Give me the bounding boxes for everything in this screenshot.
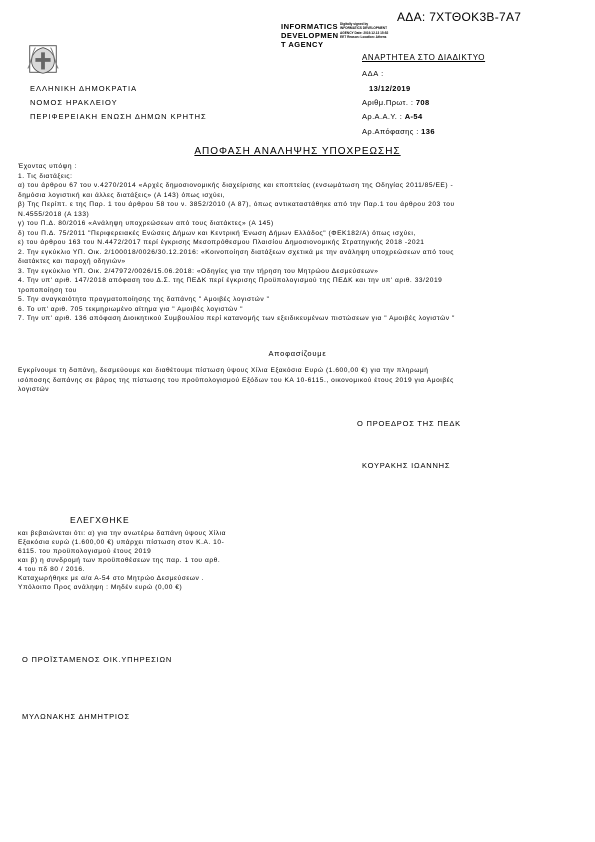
president-title: Ο ΠΡΟΕΔΡΟΣ ΤΗΣ ΠΕΔΚ: [357, 419, 461, 428]
country-line: ΕΛΛΗΝΙΚΗ ΔΗΜΟΚΡΑΤΙΑ: [30, 84, 138, 93]
check-line: 6115. του προϋπολογισμού έτους 2019: [18, 548, 152, 555]
document-date: 13/12/2019: [369, 84, 411, 93]
checked-heading: ΕΛΕΓΧΘΗΚΕ: [70, 515, 130, 525]
check-line: 4 του πδ 80 / 2016.: [18, 566, 85, 573]
consideration-line: δημόσια λογιστική και άλλες διατάξεις» (Α 143) όπως ισχύει,: [18, 191, 226, 199]
consideration-line: ε) του άρθρου 163 του Ν.4472/2017 περί έγκρισης Μεσοπρόθεσμου Πλαισίου Δημοσιονομικής Στρατηγικής 2018 -2021: [18, 239, 425, 246]
aay-label: Αρ.Α.Α.Υ. :: [362, 112, 403, 121]
consideration-line: 5. Την αναγκαιότητα πραγματοποίησης της δαπάνης " Αμοιβές λογιστών ": [18, 296, 270, 303]
consideration-line: Έχοντας υπόψη :: [18, 163, 77, 170]
decision-line: λογιστών: [18, 386, 50, 393]
decide-heading: Αποφασίζουμε: [268, 349, 327, 358]
greek-emblem-icon: [24, 40, 62, 78]
aay-value: Α-54: [404, 112, 423, 121]
union-line: ΠΕΡΙΦΕΡΕΙΑΚΗ ΕΝΩΣΗ ΔΗΜΩΝ ΚΡΗΤΗΣ: [30, 112, 207, 121]
decision-line: Εγκρίνουμε τη δαπάνη, δεσμεύουμε και διαθέτουμε πίστωση ύψους Χίλια Εξακόσια Ευρώ (1.600,00 €) για την πληρωμή: [18, 367, 429, 374]
consideration-line: 1. Τις διατάξεις:: [18, 172, 73, 180]
consideration-line: 4. Την υπ' αριθ. 147/2018 απόφαση του Δ.Σ. της ΠΕΔΚ περί έγκρισης Προϋπολογισμού της ΠΕΔΚ και την υπ' αριθ. 33/2019: [18, 277, 443, 284]
consideration-line: Ν.4555/2018 (Α 133): [18, 210, 90, 218]
prefecture-line: ΝΟΜΟΣ ΗΡΑΚΛΕΙΟΥ: [30, 98, 118, 107]
protocol-number: [362, 98, 430, 107]
agency-signature-label: INFORMATICS DEVELOPMEN T AGENCY: [281, 22, 339, 49]
protocol-label: Αριθμ.Πρωτ. :: [362, 98, 414, 107]
consideration-line: 2. Την εγκύκλιο ΥΠ. Οικ. 2/100018/0026/30.12.2016: «Κοινοποίηση διατάξεων σχετικά με την ανάληψη υποχρεώσεων από τους: [18, 248, 455, 256]
head-services-name: ΜΥΛΩΝΑΚΗΣ ΔΗΜΗΤΡΙΟΣ: [22, 712, 130, 721]
publish-online-notice: ΑΝΑΡΤΗΤΕΑ ΣΤΟ ΔΙΑΔΙΚΤΥΟ: [362, 53, 486, 62]
decision-value: 136: [421, 127, 435, 136]
decision-line: ισόποσης δαπάνης σε βάρος της πίστωσης του προϋπολογισμού Εξόδων του ΚΑ 10-6115., οικονομικού έτους 2019 για Αμοιβές: [18, 376, 454, 384]
digital-signature-text: Digitally signed by INFORMATICS DEVELOPMENT AGENCY Date: 2019.12.13 15:52 EET Reason: Location: Athens: [340, 22, 389, 39]
consideration-line: γ) του Π.Δ. 80/2016 «Ανάληψη υποχρεώσεων από τους διατάκτες» (Α 145): [18, 220, 274, 227]
check-line: Υπόλοιπο Προς ανάληψη : Μηδέν ευρώ (0,00 €): [18, 584, 183, 591]
check-line: Εξακόσια ευρώ (1.600,00 €) υπάρχει πίστωση στον Κ.Α. 10-: [18, 539, 225, 546]
aay-number: [362, 112, 423, 121]
consideration-line: α) του άρθρου 67 του ν.4270/2014 «Αρχές δημοσιονομικής διαχείρισης και εποπτείας (ενσωμάτωση της Οδηγίας 2011/85/ΕΕ) -: [18, 182, 454, 189]
decision-label: Αρ.Απόφασης :: [362, 127, 419, 136]
consideration-line: τροποποίηση του: [18, 286, 77, 294]
consideration-line: β) Της Περίπτ. ε της Παρ. 1 του άρθρου 58 του ν. 3852/2010 (Α 87), όπως αντικαταστάθηκε από την Παρ.1 του άρθρου 203 του: [18, 201, 455, 208]
ada-code: ΑΔΑ: 7ΧΤΘΟΚ3Β-7Α7: [397, 10, 522, 24]
head-services-title: Ο ΠΡΟΪΣΤΑΜΕΝΟΣ ΟΙΚ.ΥΠΗΡΕΣΙΩΝ: [22, 655, 173, 664]
protocol-value: 708: [415, 98, 430, 107]
consideration-line: 6. Το υπ' αριθ. 705 τεκμηριωμένο αίτημα για " Αμοιβές λογιστών ": [18, 305, 243, 313]
decision-number: [362, 127, 435, 136]
ada-label: ΑΔΑ :: [362, 69, 384, 78]
president-name: ΚΟΥΡΑΚΗΣ ΙΩΑΝΝΗΣ: [362, 461, 451, 470]
consideration-line: διατάκτες και παροχή οδηγιών»: [18, 258, 126, 265]
document-title: ΑΠΟΦΑΣΗ ΑΝΑΛΗΨΗΣ ΥΠΟΧΡΕΩΣΗΣ: [194, 146, 401, 157]
check-line: και β) η συνδρομή των προϋποθέσεων της παρ. 1 του αρθ.: [18, 557, 221, 564]
check-line: Καταχωρήθηκε με α/α Α-54 στο Μητρώο Δεσμεύσεων .: [18, 575, 205, 582]
consideration-line: 3. Την εγκύκλιο ΥΠ. Οικ. 2/47972/0026/15.06.2018: «Οδηγίες για την τήρηση του Μητρώου Δεσμεύσεων»: [18, 267, 379, 275]
check-line: και βεβαιώνεται ότι: α) για την ανωτέρω δαπάνη ύψους Χίλια: [18, 530, 226, 537]
consideration-line: δ) του Π.Δ. 75/2011 "Περιφερειακές Ενώσεις Δήμων και Κεντρική Ένωση Δήμων Ελλάδος" (ΦΕΚ182/Α) όπως ισχύει,: [18, 229, 416, 237]
consideration-line: 7. Την υπ' αριθ. 136 απόφαση Διοικητικού Συμβουλίου περί κατανομής των εξειδικευμένων πιστώσεων για " Αμοιβές λογιστών ": [18, 315, 455, 322]
